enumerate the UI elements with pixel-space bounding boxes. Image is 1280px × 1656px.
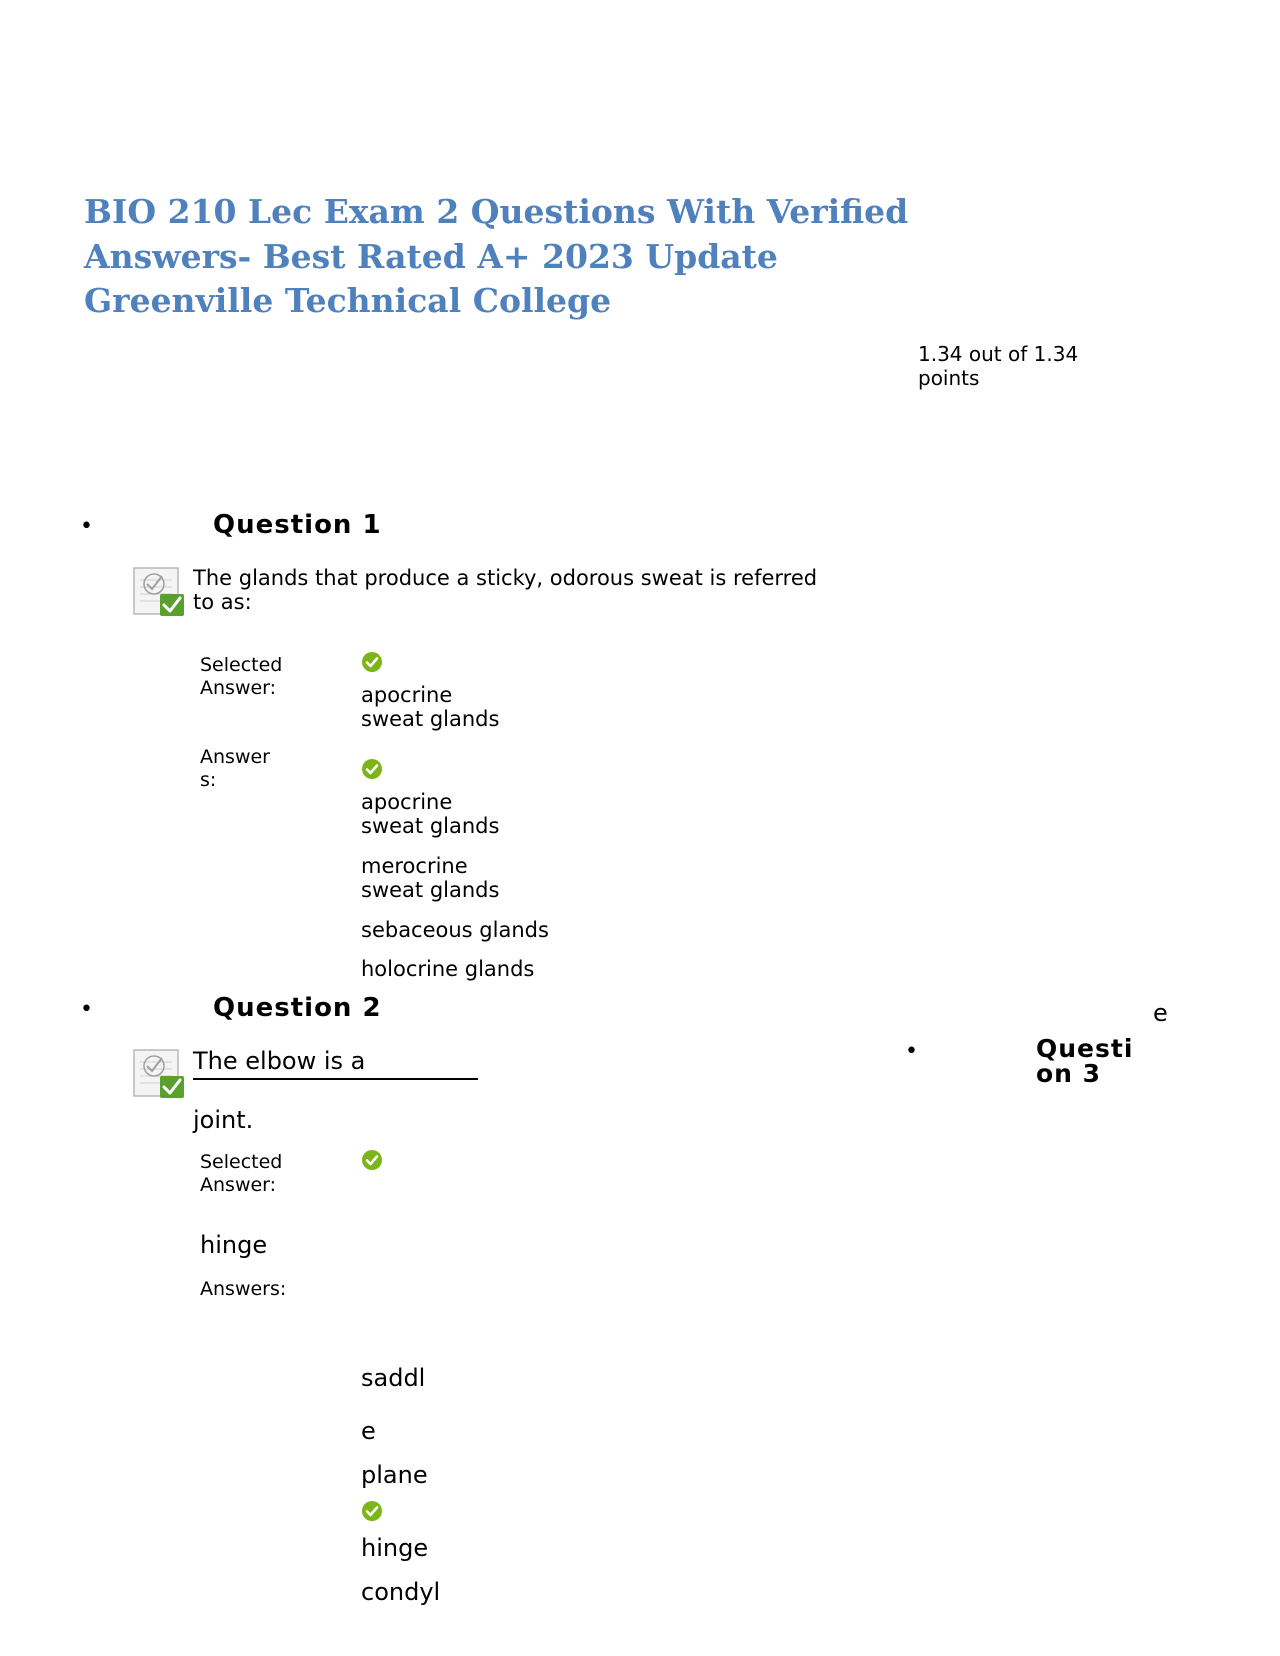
correct-check-icon bbox=[361, 651, 383, 673]
question-1-prompt bbox=[193, 566, 893, 614]
answer-option bbox=[361, 854, 499, 902]
score-display bbox=[918, 342, 1078, 390]
document-title bbox=[84, 190, 909, 324]
selected-label-line-2: Answer: bbox=[200, 677, 277, 699]
question-1-selected-label bbox=[200, 654, 282, 700]
answer-option: holocrine glands bbox=[361, 957, 535, 981]
question-1-prompt-line-2: to as: bbox=[193, 590, 252, 614]
answer-option: saddl bbox=[361, 1364, 426, 1392]
score-line-2: points bbox=[918, 366, 980, 390]
question-3-heading bbox=[1036, 1036, 1133, 1086]
correct-check-icon bbox=[361, 758, 383, 780]
list-bullet: • bbox=[80, 997, 93, 1022]
answer-option: e bbox=[361, 1417, 376, 1445]
answer-option: sebaceous glands bbox=[361, 918, 549, 942]
question-2-answers-label: Answers: bbox=[200, 1278, 287, 1300]
answer-option: condyl bbox=[361, 1578, 441, 1606]
correct-check-icon bbox=[361, 1149, 383, 1171]
list-bullet: • bbox=[80, 514, 93, 539]
question-1-prompt-line-1: The glands that produce a sticky, odorous sweat is referred bbox=[193, 566, 818, 590]
question-1-heading: Question 1 bbox=[213, 510, 382, 540]
question-2-selected-label bbox=[200, 1151, 282, 1197]
answer-option bbox=[361, 790, 499, 838]
correct-check-icon bbox=[361, 1500, 383, 1522]
graded-question-icon bbox=[132, 1046, 186, 1100]
selected-label-line-1: Selected bbox=[200, 1151, 283, 1173]
question-3-heading-line-2: on 3 bbox=[1036, 1059, 1102, 1088]
title-line-3: Greenville Technical College bbox=[84, 281, 612, 320]
answers-label-line-2: s: bbox=[200, 769, 217, 791]
question-2-heading: Question 2 bbox=[213, 993, 382, 1023]
title-line-2: Answers- Best Rated A+ 2023 Update bbox=[84, 236, 778, 276]
selected-answer-line-1: apocrine bbox=[361, 683, 453, 707]
graded-question-icon bbox=[132, 564, 186, 618]
question-2-prompt-end: joint. bbox=[193, 1106, 254, 1134]
answer-option-line-1: merocrine bbox=[361, 854, 468, 878]
list-bullet: • bbox=[905, 1039, 918, 1064]
answer-option-line-2: sweat glands bbox=[361, 878, 500, 902]
fill-in-blank-line bbox=[193, 1078, 478, 1080]
question-2-selected-answer: hinge bbox=[200, 1231, 268, 1259]
question-1-selected-answer bbox=[361, 683, 499, 731]
score-line-1: 1.34 out of 1.34 bbox=[918, 342, 1079, 366]
question-3-heading-line-1: Questi bbox=[1036, 1034, 1134, 1063]
answer-option: plane bbox=[361, 1461, 428, 1489]
answers-label-line-1: Answer bbox=[200, 746, 270, 768]
selected-label-line-1: Selected bbox=[200, 654, 283, 676]
answer-option-line-2: sweat glands bbox=[361, 814, 500, 838]
answer-option: hinge bbox=[361, 1534, 429, 1562]
question-2-prompt-start: The elbow is a bbox=[193, 1047, 366, 1075]
stray-letter: e bbox=[1153, 999, 1168, 1027]
question-1-answers-label bbox=[200, 746, 270, 792]
title-line-1: BIO 210 Lec Exam 2 Questions With Verified bbox=[84, 192, 909, 231]
selected-label-line-2: Answer: bbox=[200, 1174, 277, 1196]
selected-answer-line-2: sweat glands bbox=[361, 707, 500, 731]
answer-option-line-1: apocrine bbox=[361, 790, 453, 814]
